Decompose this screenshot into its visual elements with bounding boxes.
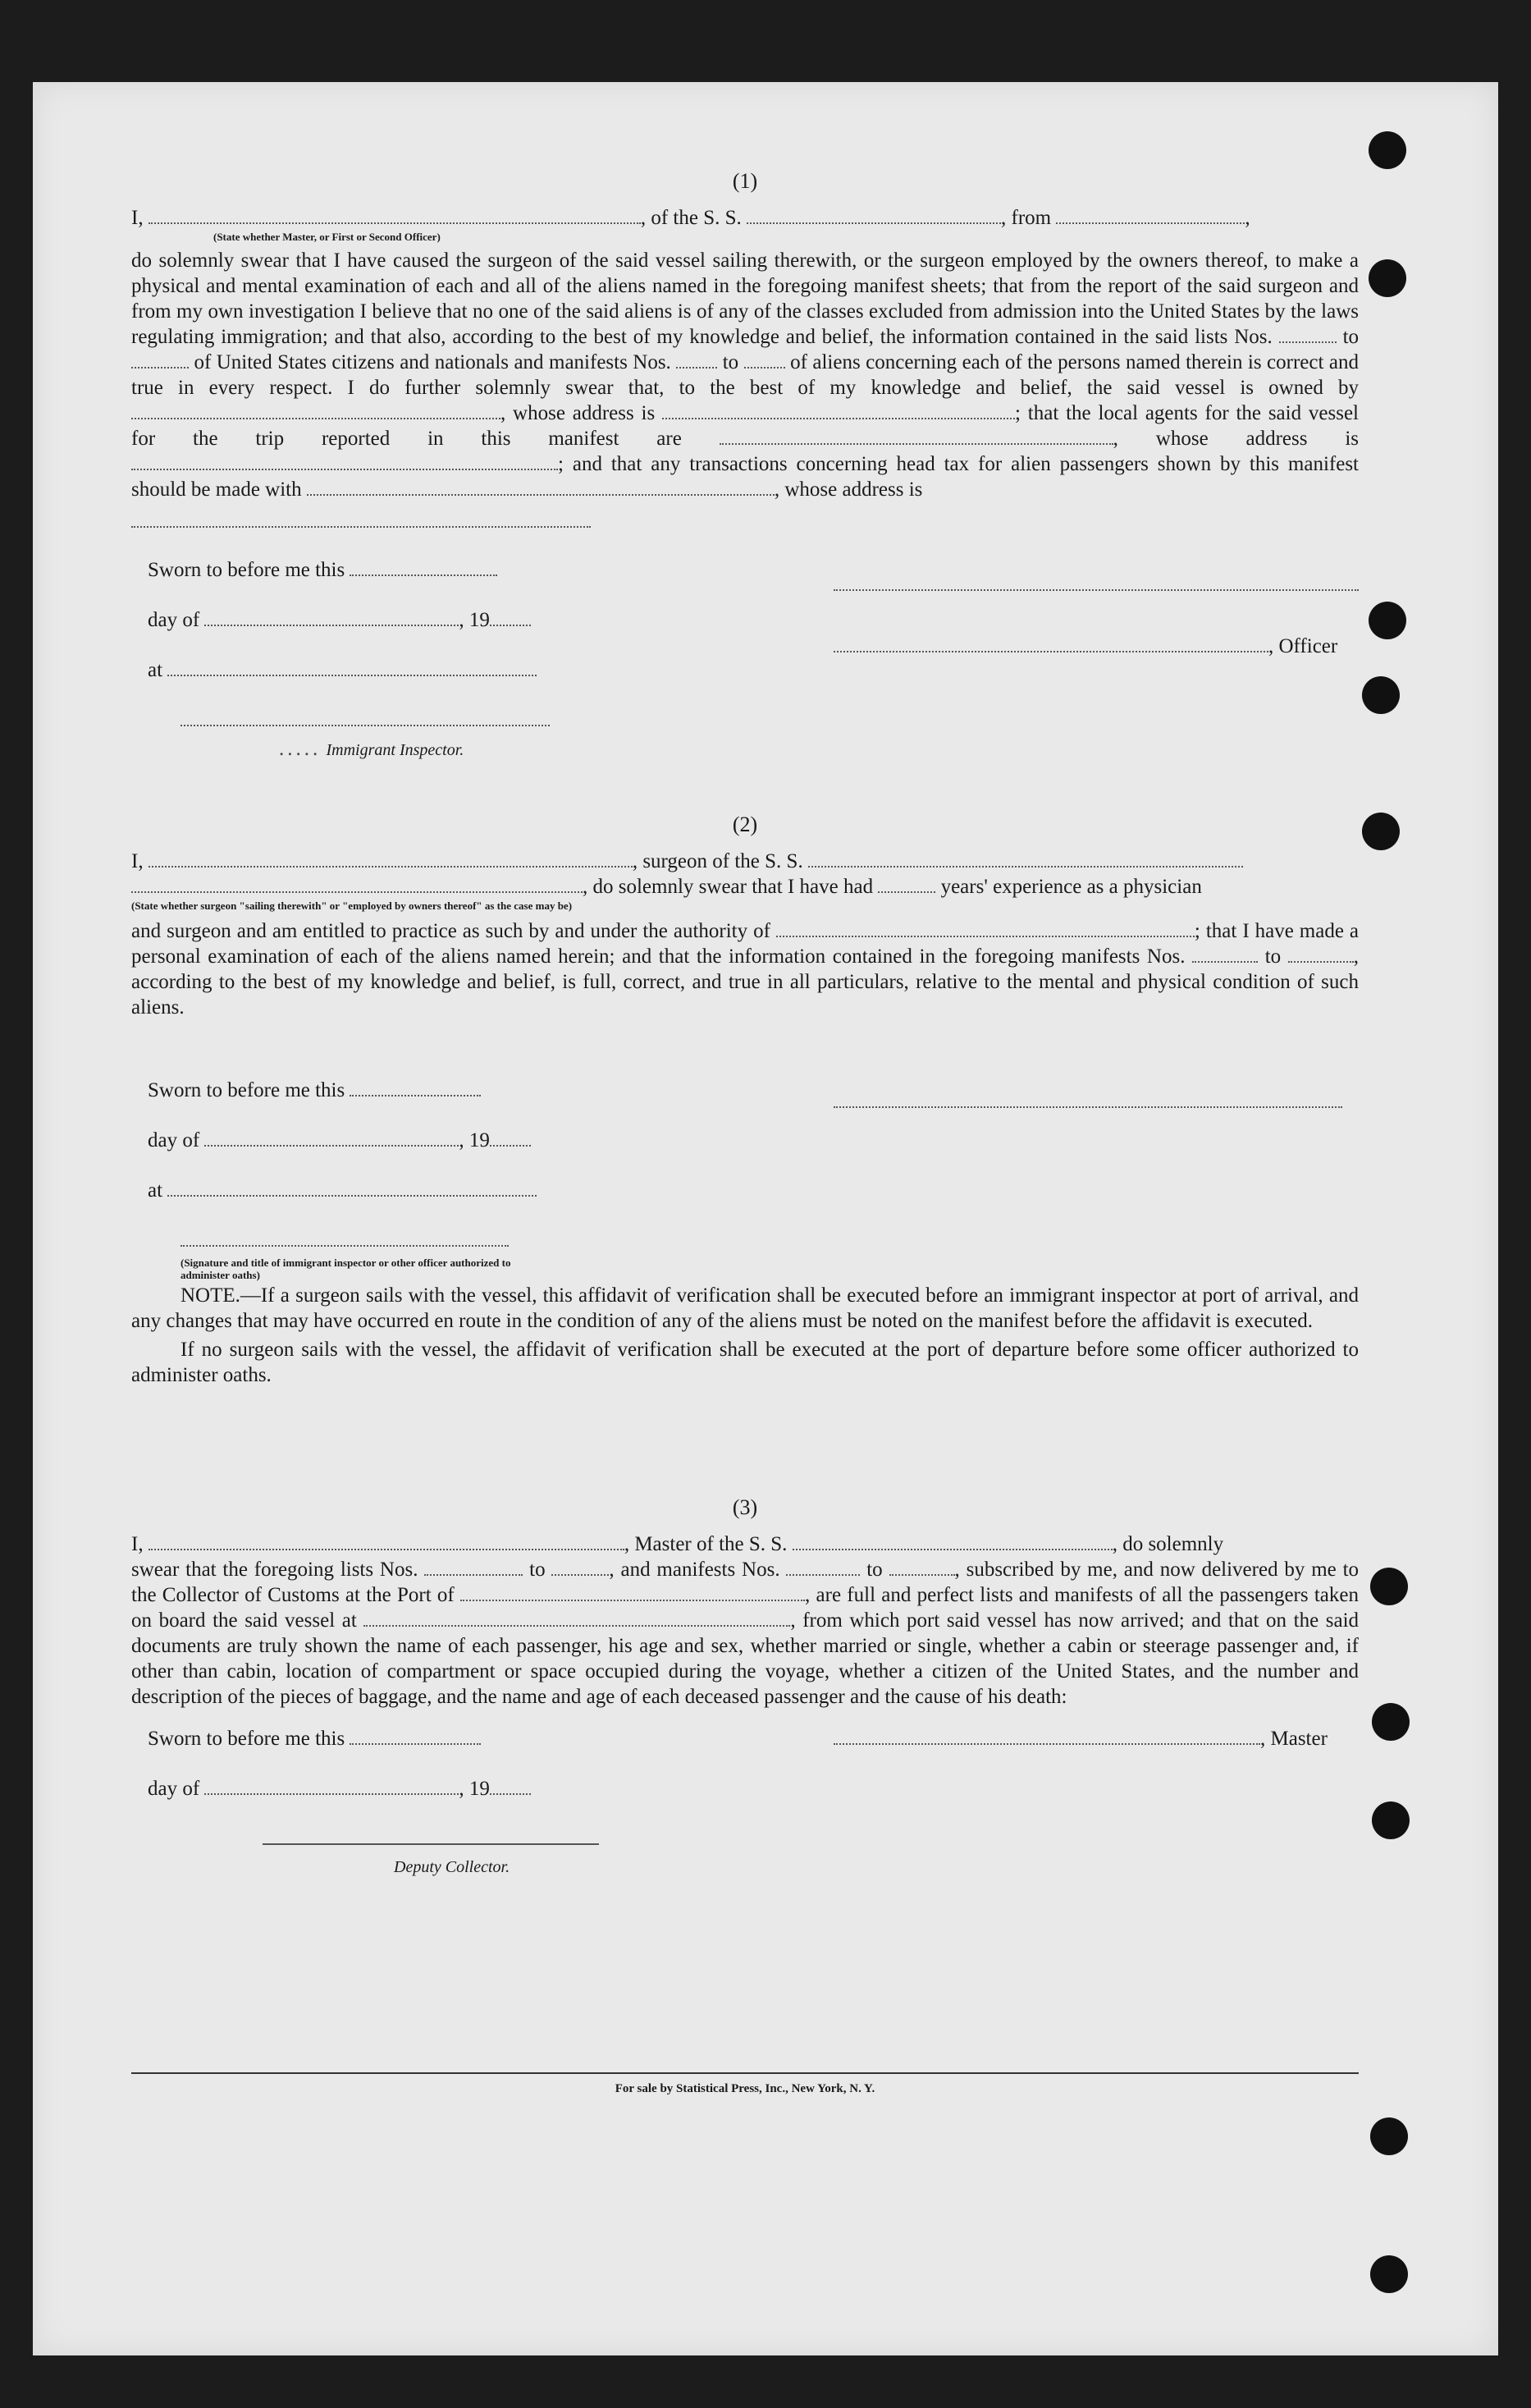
label-to: to <box>1264 945 1282 968</box>
master-signature-field[interactable] <box>834 1727 1260 1745</box>
head-tax-field[interactable] <box>307 478 775 496</box>
officer-label: , Officer <box>1268 635 1338 657</box>
punch-hole <box>1372 1703 1410 1741</box>
inspector-signature-field[interactable] <box>181 1229 509 1247</box>
day-row <box>148 607 574 633</box>
oath-text: , are full and perfect lists and manifests of all the passengers taken on board the said vessel at <box>131 1584 1360 1632</box>
deputy-signature-field[interactable] <box>263 1827 599 1845</box>
section1-signatures <box>131 557 1359 762</box>
sworn-row <box>148 557 574 583</box>
officer-caption: (State whether Master, or First or Second Officer) <box>213 231 441 243</box>
at-row <box>148 1178 574 1203</box>
section2-signatures <box>131 1078 1359 1281</box>
origin-port-field[interactable] <box>1056 206 1245 224</box>
agents-address-field[interactable] <box>131 452 558 470</box>
day-row <box>148 1776 574 1801</box>
officer-block <box>834 557 1359 659</box>
year-field[interactable] <box>490 608 531 626</box>
label-from: , from <box>1001 207 1052 229</box>
sworn-date-field[interactable] <box>350 1727 481 1745</box>
surgeon-type-field[interactable] <box>131 875 583 893</box>
at-row <box>148 657 574 683</box>
oath-text: , whose address is <box>500 402 656 424</box>
lists-to-field[interactable] <box>131 350 189 369</box>
section-number: (1) <box>732 169 758 193</box>
pronoun: I, <box>131 1533 144 1555</box>
surgeon-signature-field[interactable] <box>834 1090 1342 1108</box>
sworn-label: Sworn to before me this <box>148 559 345 581</box>
sworn-date-field[interactable] <box>350 558 497 576</box>
master-label: , Master <box>1260 1728 1328 1750</box>
inspector-signature-field[interactable] <box>181 708 550 726</box>
surgeon-oath-line <box>131 849 1359 874</box>
affidavit-content <box>131 168 1359 1874</box>
oath-text: and surgeon and am entitled to practice as such by and under the authority of <box>131 920 770 942</box>
label-surgeon-ship: , surgeon of the S. S. <box>632 850 803 872</box>
sworn-label: Sworn to before me this <box>148 1079 345 1101</box>
oath-text: ; and that any transactions concerning head tax for alien passengers shown by this manifest should be made with <box>131 453 1359 501</box>
master-oath-line <box>131 1531 1359 1557</box>
day-label: day of <box>148 1778 200 1800</box>
punch-hole <box>1369 131 1406 169</box>
officer-signature-field-2[interactable] <box>834 634 1268 652</box>
section3-body <box>131 1557 1359 1710</box>
oath-text: whose address is <box>1155 428 1360 450</box>
punch-hole <box>1369 602 1406 639</box>
section1-body <box>131 248 1359 502</box>
owner-address-field[interactable] <box>662 401 1015 419</box>
day-label: day of <box>148 609 200 631</box>
years-field[interactable] <box>878 875 935 893</box>
label-to: to <box>722 351 739 373</box>
punct: ; <box>1194 920 1200 942</box>
sworn-block <box>148 1078 574 1281</box>
oath-text: , do solemnly <box>1112 1533 1224 1555</box>
pronoun: I, <box>131 207 144 229</box>
year-label: , 19 <box>459 609 490 631</box>
punct: , <box>1113 428 1118 450</box>
oath-text: , subscribed by me, and now delivered by me to the Collector of Customs at the Port of <box>131 1559 1360 1606</box>
pronoun: I, <box>131 850 144 872</box>
label-to: to <box>1342 326 1360 348</box>
owner-field[interactable] <box>131 401 500 419</box>
punct: , <box>1245 207 1250 229</box>
master-name-field[interactable] <box>149 1532 624 1550</box>
inspector-caption-row <box>279 736 574 763</box>
inspector-caption: Immigrant Inspector. <box>326 741 464 759</box>
place-field[interactable] <box>167 1179 537 1197</box>
address-continuation-field[interactable] <box>131 510 591 528</box>
label-master-ship: , Master of the S. S. <box>624 1533 788 1555</box>
oath-text: , whose address is <box>774 478 923 501</box>
signature-row <box>148 1228 574 1253</box>
officer-name-field[interactable] <box>149 206 641 224</box>
surgeon-caption: (State whether surgeon "sailing therewith" or "employed by owners thereof" as the case may be) <box>131 900 573 912</box>
lists-from-field[interactable] <box>1279 325 1337 343</box>
at-label: at <box>148 659 163 681</box>
ship-name-field[interactable] <box>747 206 1001 224</box>
sworn-block <box>148 1726 574 1880</box>
month-field[interactable] <box>204 608 459 626</box>
place-field[interactable] <box>167 658 537 676</box>
surgeon-name-field[interactable] <box>149 849 633 868</box>
oath-text: , do solemnly swear that I have had <box>583 876 874 898</box>
master-oath-line <box>131 205 1359 231</box>
signature-caption: (Signature and title of immigrant inspector or other officer authorized to administer oaths) <box>181 1257 511 1281</box>
agents-field[interactable] <box>720 427 1113 445</box>
oath-text: of aliens concerning each of the persons named therein is correct and true in every respect. I do further solemnly swear that, to the best of my knowledge and belief, the said vessel is owned by <box>131 351 1359 399</box>
year-field[interactable] <box>490 1128 531 1147</box>
oath-text: do solemnly swear that I have caused the surgeon of the said vessel sailing therewith, or the surgeon employed by the owners thereof, to make a physical and mental examination of each and all of the aliens named in the foregoing manifest sheets; that from the report of the said surgeon and from my own investigation I believe that no one of the said aliens is of any of the classes excluded from admission into the United States by the laws regulating immigration; and that also, according to the best of my knowledge and belief, the information contained in the said lists Nos. <box>131 249 1359 348</box>
sworn-row <box>148 1726 574 1751</box>
sworn-row <box>148 1078 574 1103</box>
punch-hole <box>1370 2117 1408 2155</box>
surgeon-ship-field[interactable] <box>808 849 1243 868</box>
month-field[interactable] <box>204 1128 459 1147</box>
punch-hole <box>1362 813 1400 850</box>
section2-body <box>131 918 1359 1020</box>
lists-to-field[interactable] <box>551 1558 609 1576</box>
note-paragraph: If no surgeon sails with the vessel, the affidavit of verification shall be executed at the port of departure before some officer authorized to administer oaths. <box>131 1339 1359 1386</box>
section-number: (3) <box>732 1495 758 1519</box>
section3-signatures <box>131 1726 1359 1874</box>
deputy-row <box>148 1826 574 1852</box>
note-paragraph: NOTE.—If a surgeon sails with the vessel, this affidavit of verification shall be executed before an immigrant inspector at port of arrival, and any changes that may have occurred en route in the condition of any of the aliens must be noted on the manifest before the affidavit is executed. <box>131 1284 1359 1332</box>
punch-hole <box>1372 1801 1410 1839</box>
label-ship: , of the S. S. <box>640 207 742 229</box>
at-label: at <box>148 1179 163 1202</box>
printer-footer: For sale by Statistical Press, Inc., New York, N. Y. <box>131 2072 1359 2096</box>
master-signature-block <box>834 1726 1359 1751</box>
sworn-block <box>148 557 574 763</box>
surgeon-experience-line <box>131 874 1359 900</box>
oath-text: , and manifests Nos. <box>609 1559 780 1581</box>
label-to: to <box>866 1559 883 1581</box>
deputy-caption: Deputy Collector. <box>394 1858 510 1876</box>
port-field[interactable] <box>460 1583 805 1601</box>
oath-text: that I have made a personal examination of each of the aliens named herein; and that the information contained in the foregoing manifests Nos. <box>131 920 1360 968</box>
punch-hole <box>1370 1568 1408 1605</box>
oath-text: of United States citizens and nationals and manifests Nos. <box>194 351 671 373</box>
authority-field[interactable] <box>776 919 1195 937</box>
day-label: day of <box>148 1129 200 1151</box>
year-label: , 19 <box>459 1129 490 1151</box>
oath-text: swear that the foregoing lists Nos. <box>131 1559 418 1581</box>
year-label: , 19 <box>459 1778 490 1800</box>
surgeon-manifest-from-field[interactable] <box>1192 945 1258 963</box>
day-row <box>148 1128 574 1153</box>
master-ship-field[interactable] <box>793 1532 1113 1550</box>
manifest-to-field[interactable] <box>744 350 785 369</box>
oath-text: years' experience as a physician <box>940 876 1202 898</box>
boarding-port-field[interactable] <box>363 1609 790 1627</box>
label-to: to <box>529 1559 546 1581</box>
officer-signature-field-1[interactable] <box>834 573 1359 591</box>
surgeon-signature-block <box>834 1078 1359 1115</box>
manifest-to-field[interactable] <box>889 1558 955 1576</box>
oath-text: , from which port said vessel has now arrived; and that on the said documents are truly shown the name of each passenger, his age and sex, whether married or single, whether a cabin or steerage passenger and, if other than cabin, location of compartment or space occupied during the voyage, whether a citizen of the United States, and the number and description of the pieces of baggage, and the name and age of each deceased passenger and the cause of his death: <box>131 1609 1360 1708</box>
manifest-from-field[interactable] <box>786 1558 860 1576</box>
punch-hole <box>1369 259 1406 297</box>
punch-hole <box>1370 2255 1408 2293</box>
punct: ; <box>1015 402 1021 424</box>
punch-hole <box>1362 676 1400 714</box>
surgeon-manifest-to-field[interactable] <box>1288 945 1354 963</box>
sworn-date-field[interactable] <box>350 1078 481 1096</box>
inspector-row <box>148 707 574 733</box>
oath-text: , according to the best of my knowledge and belief, is full, correct, and true in all particulars, relative to the mental and physical condition of such aliens. <box>131 945 1360 1019</box>
year-field[interactable] <box>490 1777 531 1795</box>
dots: ..... <box>279 738 322 760</box>
month-field[interactable] <box>204 1777 459 1795</box>
section-number: (2) <box>732 813 758 836</box>
sworn-label: Sworn to before me this <box>148 1728 345 1750</box>
oath-text: that the local agents for the said vessel for the trip reported in this manifest are <box>131 402 1360 450</box>
manifest-from-field[interactable] <box>676 350 717 369</box>
lists-from-field[interactable] <box>424 1558 523 1576</box>
